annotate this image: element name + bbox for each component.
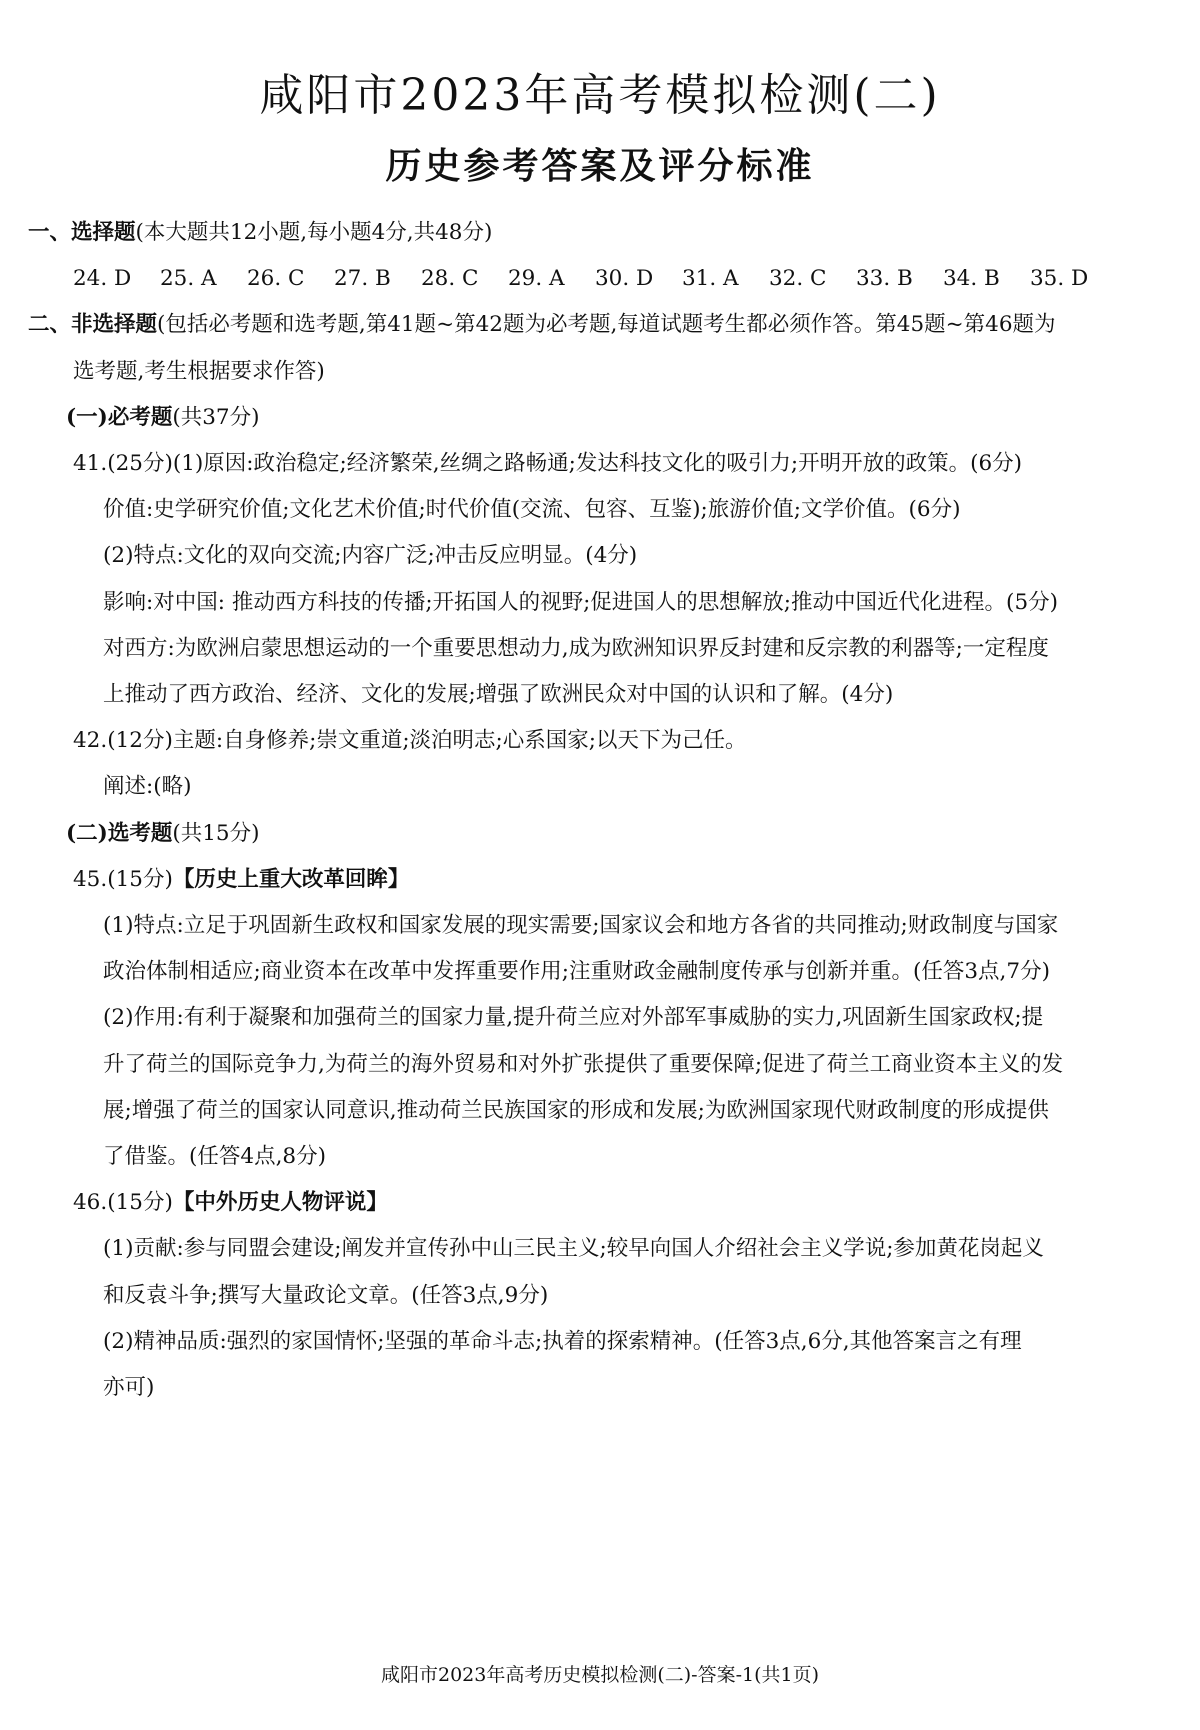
q41-line: 41.(25分)(1)原因:政治稳定;经济繁荣,丝绸之路畅通;发达科技文化的吸引力;开明开放的政策。(6分) [73,451,1023,477]
answer-item: 27. B [334,266,391,292]
document-body [28,210,1178,1411]
answer-item: 30. D [595,266,654,292]
q41-line: 影响:对中国: 推动西方科技的传播;开拓国人的视野;促进国人的思想解放;推动中国近代化进程。(5分) [103,589,1059,615]
q46-line: 亦可) [103,1375,155,1401]
q45-number: 45.(15分) [73,866,173,892]
answer-item: 33. B [856,266,913,292]
q45-line: (1)特点:立足于巩固新生政权和国家发展的现实需要;国家议会和地方各省的共同推动;财政制度与国家 [103,913,1059,939]
part2-heading-line [28,811,1178,857]
answer-item: 35. D [1030,266,1089,292]
q46-number: 46.(15分) [73,1190,173,1216]
section1-heading: 一、选择题 [28,220,136,245]
q45-line: 展;增强了荷兰的国家认同意识,推动荷兰民族国家的形成和发展;为欧洲国家现代财政制度的形成提供 [103,1097,1049,1123]
q46-topic: 【中外历史人物评说】 [172,1190,388,1216]
part1-heading-line [28,395,1178,441]
q42-line: 42.(12分)主题:自身修养;崇文重道;淡泊明志;心系国家;以天下为己任。 [73,728,747,754]
document-subtitle: 历史参考答案及评分标准 [385,145,815,187]
q41-line: 对西方:为欧洲启蒙思想运动的一个重要思想动力,成为欧洲知识界反封建和反宗教的利器等;一定程度 [103,635,1049,661]
part2-note: (共15分) [172,820,260,846]
q45-line: 政治体制相适应;商业资本在改革中发挥重要作用;注重财政金融制度传承与创新并重。(任答3点,7分) [103,959,1050,985]
q45-line: 了借鉴。(任答4点,8分) [103,1144,326,1170]
answer-item: 31. A [682,266,739,292]
page-footer: 咸阳市2023年高考历史模拟检测(二)-答案-1(共1页) [380,1664,820,1686]
section2-note-continued: 选考题,考生根据要求作答) [73,358,325,384]
document-title: 咸阳市2023年高考模拟检测(二) [259,70,941,121]
part1-note: (共37分) [172,404,260,430]
answer-key-row [28,256,1178,302]
q45-line: 升了荷兰的国际竞争力,为荷兰的海外贸易和对外扩张提供了重要保障;促进了荷兰工商业资本主义的发 [103,1051,1064,1077]
answer-item: 28. C [421,266,479,292]
q46-line: 和反袁斗争;撰写大量政论文章。(任答3点,9分) [103,1282,549,1308]
answer-item: 34. B [943,266,1000,292]
q41-line: (2)特点:文化的双向交流;内容广泛;冲击反应明显。(4分) [103,543,638,569]
answer-item: 29. A [508,266,565,292]
answer-item: 32. C [769,266,827,292]
part1-heading: (一)必考题 [66,404,173,430]
q46-heading-line [28,1180,1178,1226]
part2-heading: (二)选考题 [66,820,173,846]
q46-line: (1)贡献:参与同盟会建设;阐发并宣传孙中山三民主义;较早向国人介绍社会主义学说;参加黄花岗起义 [103,1236,1044,1262]
q42-line: 阐述:(略) [103,774,192,800]
section2-note: (包括必考题和选考题,第41题~第42题为必考题,每道试题考生都必须作答。第45题~第46题为 [157,312,1056,338]
answer-item: 25. A [160,266,217,292]
answer-item: 24. D [73,266,132,292]
section1-heading-line [28,210,1178,256]
q45-topic: 【历史上重大改革回眸】 [172,866,410,892]
answer-item: 26. C [247,266,305,292]
q41-line: 价值:史学研究价值;文化艺术价值;时代价值(交流、包容、互鉴);旅游价值;文学价值。(6分) [103,497,961,523]
q45-line: (2)作用:有利于凝聚和加强荷兰的国家力量,提升荷兰应对外部军事威胁的实力,巩固新生国家政权;提 [103,1005,1044,1031]
section2-heading-line [28,302,1178,348]
q46-line: (2)精神品质:强烈的家国情怀;坚强的革命斗志;执着的探索精神。(任答3点,6分,其他答案言之有理 [103,1328,1022,1354]
section2-heading: 二、非选择题 [28,312,158,338]
q41-line: 上推动了西方政治、经济、文化的发展;增强了欧洲民众对中国的认识和了解。(4分) [103,682,894,708]
q45-heading-line [28,857,1178,903]
section1-note: (本大题共12小题,每小题4分,共48分) [135,220,493,245]
